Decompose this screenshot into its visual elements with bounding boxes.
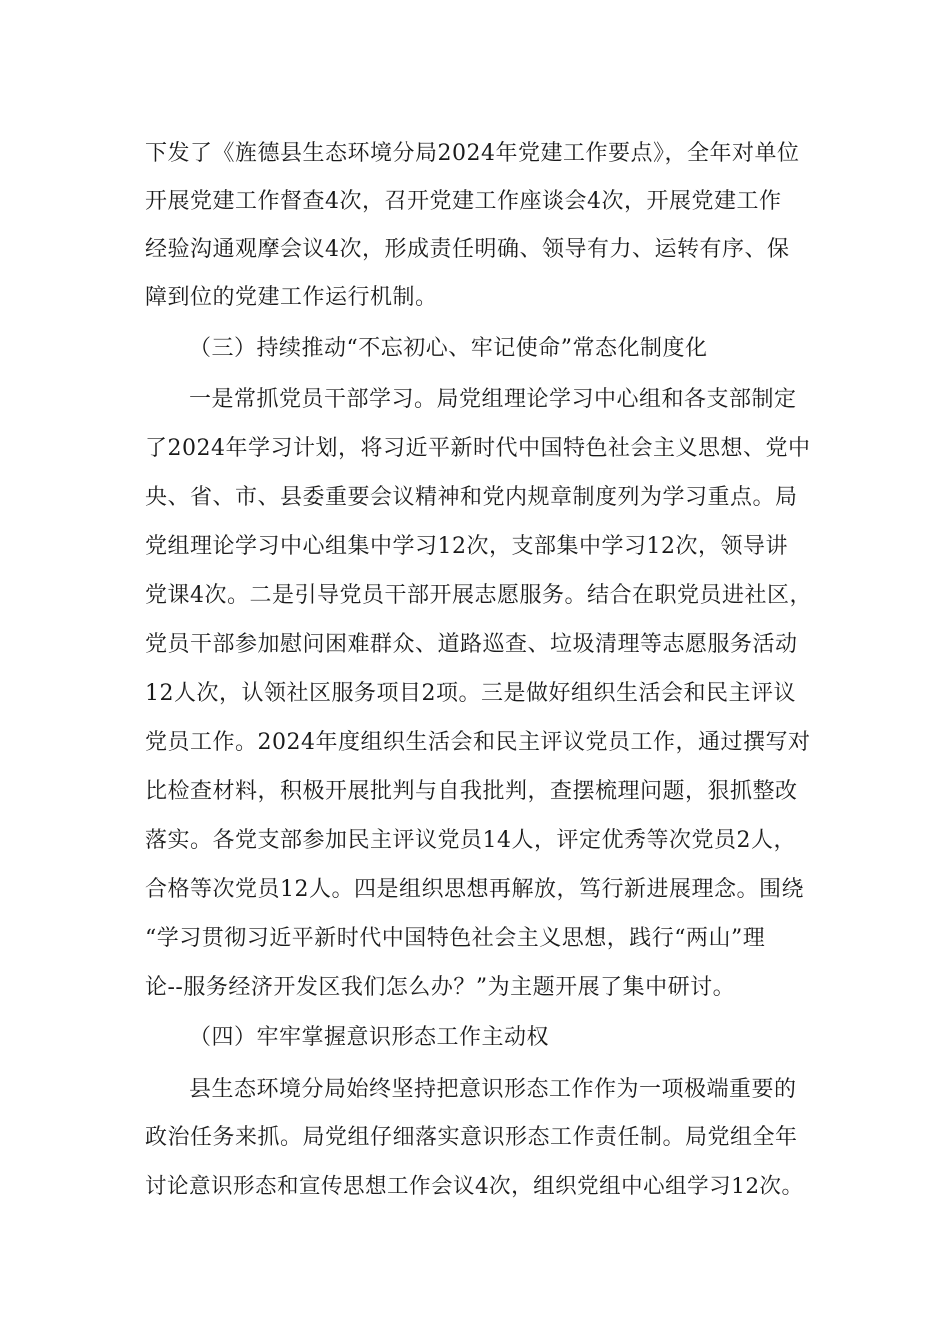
body-text-line: 经验沟通观摩会议4次，形成责任明确、领导有力、运转有序、保 [145, 237, 790, 262]
body-text-line: 了2024年学习计划，将习近平新时代中国特色社会主义思想、党中 [145, 436, 811, 461]
body-text-line: 障到位的党建工作运行机制。 [145, 285, 438, 310]
body-text-line: 比检查材料，积极开展批判与自我批判，查摆梳理问题，狠抓整改 [145, 779, 798, 804]
body-text-line: 12人次，认领社区服务项目2项。三是做好组织生活会和民主评议 [145, 681, 796, 706]
body-text-line: 党员工作。2024年度组织生活会和民主评议党员工作，通过撰写对 [145, 730, 811, 755]
section-heading-three: （三）持续推动“不忘初心、牢记使命”常态化制度化 [189, 336, 708, 361]
body-text-line: “学习贯彻习近平新时代中国特色社会主义思想，践行“两山”理 [145, 926, 766, 951]
body-text-line: 央、省、市、县委重要会议精神和党内规章制度列为学习重点。局 [145, 485, 798, 510]
body-text-line: 讨论意识形态和宣传思想工作会议4次，组织党组中心组学习12次。 [145, 1174, 804, 1199]
body-text-line: 党员干部参加慰问困难群众、道路巡查、垃圾清理等志愿服务活动 [145, 632, 798, 657]
body-text-line: 党组理论学习中心组集中学习12次，支部集中学习12次，领导讲 [145, 534, 788, 559]
body-text-line: 县生态环境分局始终坚持把意识形态工作作为一项极端重要的 [189, 1077, 797, 1102]
body-text-line: 落实。各党支部参加民主评议党员14人，评定优秀等次党员2人， [145, 828, 796, 853]
body-text-line: 政治任务来抓。局党组仔细落实意识形态工作责任制。局党组全年 [145, 1125, 798, 1150]
body-text-line: 一是常抓党员干部学习。局党组理论学习中心组和各支部制定 [189, 387, 797, 412]
body-text-line: 下发了《旌德县生态环境分局2024年党建工作要点》，全年对单位 [145, 141, 800, 166]
body-text-line: 开展党建工作督查4次，召开党建工作座谈会4次，开展党建工作 [145, 189, 782, 214]
body-text-line: 党课4次。二是引导党员干部开展志愿服务。结合在职党员进社区， [145, 583, 812, 608]
body-text-line: 论--服务经济开发区我们怎么办？”为主题开展了集中研讨。 [145, 975, 736, 1000]
section-heading-four: （四）牢牢掌握意识形态工作主动权 [189, 1025, 550, 1050]
body-text-line: 合格等次党员12人。四是组织思想再解放，笃行新进展理念。围绕 [145, 877, 804, 902]
